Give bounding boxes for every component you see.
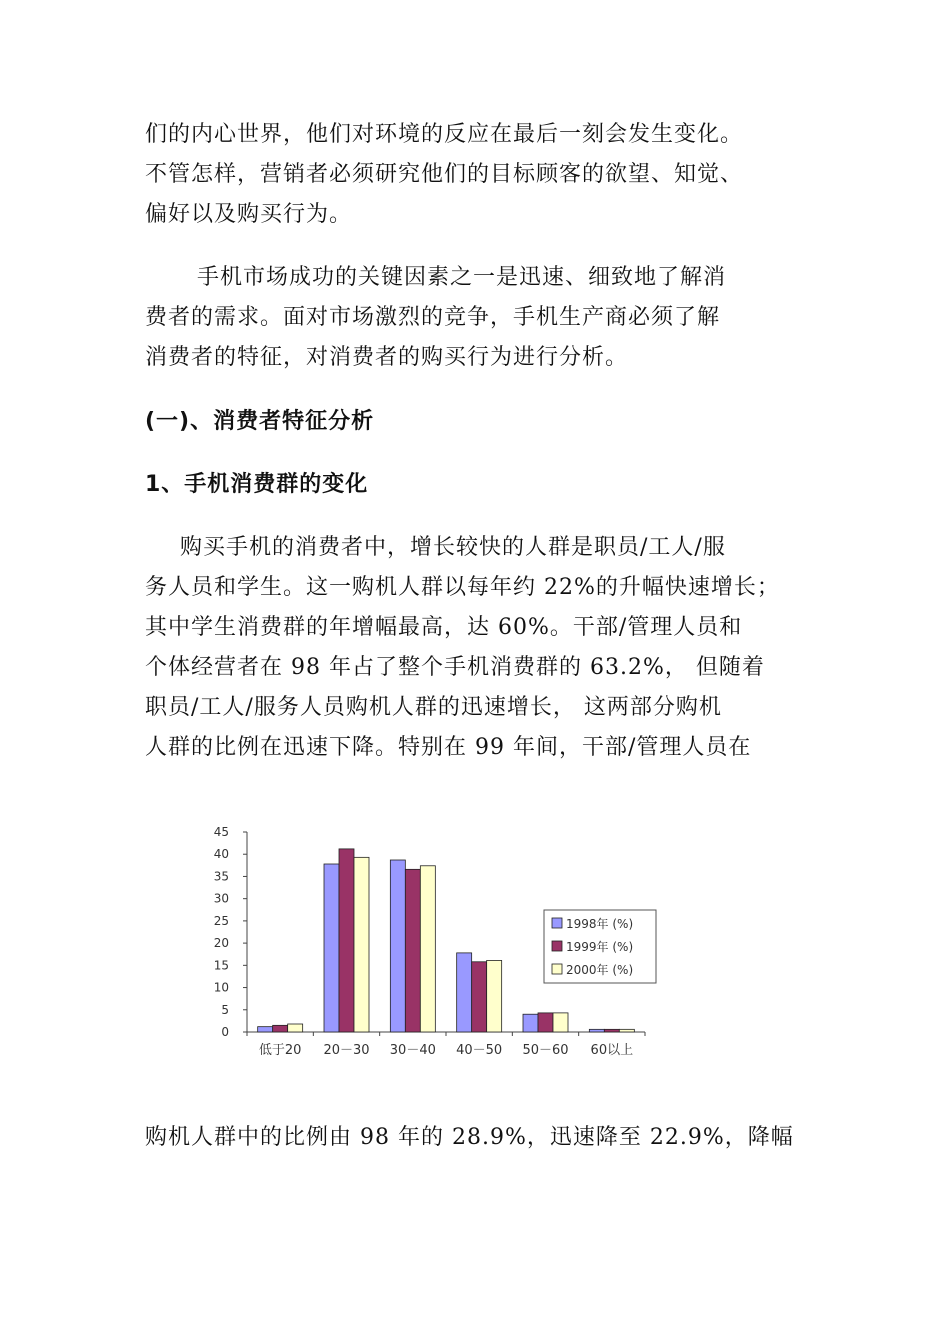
bar bbox=[472, 962, 487, 1032]
bar bbox=[457, 953, 472, 1032]
bar bbox=[324, 864, 339, 1032]
bar bbox=[273, 1025, 288, 1032]
bar bbox=[589, 1029, 604, 1032]
paragraph-1-line-2: 不管怎样，营销者必须研究他们的目标顾客的欲望、知觉、 bbox=[145, 162, 744, 187]
paragraph-4-line-1: 购机人群中的比例由 98 年的 28.9%，迅速降至 22.9%，降幅 bbox=[145, 1125, 794, 1150]
paragraph-3-line-5: 职员/工人/服务人员购机人群的迅速增长， 这两部分购机 bbox=[145, 695, 722, 720]
bar bbox=[523, 1014, 538, 1032]
y-tick-label: 35 bbox=[213, 869, 229, 884]
y-tick-label: 5 bbox=[221, 1002, 229, 1017]
legend-label: 1998年 (%) bbox=[566, 917, 634, 931]
paragraph-3-line-6: 人群的比例在迅速下降。特别在 99 年间，干部/管理人员在 bbox=[145, 735, 752, 760]
y-tick-label: 25 bbox=[213, 913, 229, 928]
x-tick-label: 30－40 bbox=[389, 1043, 436, 1058]
bar bbox=[354, 857, 369, 1032]
y-tick-label: 30 bbox=[213, 891, 229, 906]
paragraph-1-line-1: 们的内心世界，他们对环境的反应在最后一刻会发生变化。 bbox=[145, 122, 744, 147]
paragraph-2-line-2: 费者的需求。面对市场激烈的竞争，手机生产商必须了解 bbox=[145, 305, 721, 330]
paragraph-3-line-2: 务人员和学生。这一购机人群以每年约 22%的升幅快速增长； bbox=[145, 575, 780, 600]
paragraph-3-line-1: 购买手机的消费者中，增长较快的人群是职员/工人/服 bbox=[180, 535, 726, 560]
subsection-heading: 1、手机消费群的变化 bbox=[145, 472, 369, 497]
x-tick-label: 20－30 bbox=[323, 1043, 370, 1058]
paragraph-2-line-1: 手机市场成功的关键因素之一是迅速、细致地了解消 bbox=[197, 265, 727, 290]
section-heading: (一)、消费者特征分析 bbox=[145, 409, 375, 434]
bar bbox=[619, 1029, 634, 1032]
paragraph-3-line-4: 个体经营者在 98 年占了整个手机消费群的 63.2%， 但随着 bbox=[145, 655, 765, 680]
y-tick-label: 20 bbox=[213, 936, 229, 951]
x-tick-label: 低于20 bbox=[258, 1043, 302, 1058]
bar bbox=[538, 1013, 553, 1032]
x-tick-label: 50－60 bbox=[522, 1043, 569, 1058]
y-tick-label: 0 bbox=[221, 1025, 229, 1039]
bar bbox=[553, 1013, 568, 1032]
legend-swatch bbox=[552, 941, 562, 951]
bar bbox=[487, 960, 502, 1032]
legend-label: 2000年 (%) bbox=[566, 963, 634, 977]
bar bbox=[405, 869, 420, 1032]
x-tick-label: 40－50 bbox=[456, 1043, 503, 1058]
bar bbox=[288, 1024, 303, 1032]
y-tick-label: 45 bbox=[213, 825, 229, 839]
legend-swatch bbox=[552, 964, 562, 974]
paragraph-1-line-3: 偏好以及购买行为。 bbox=[145, 202, 353, 227]
bar bbox=[390, 860, 405, 1032]
bar bbox=[420, 866, 435, 1032]
bar bbox=[339, 849, 354, 1032]
age-distribution-bar-chart bbox=[195, 815, 665, 1080]
bar bbox=[604, 1029, 619, 1032]
y-tick-label: 10 bbox=[213, 980, 229, 995]
paragraph-2-line-3: 消费者的特征，对消费者的购买行为进行分析。 bbox=[145, 345, 629, 370]
x-tick-label: 60以上 bbox=[590, 1043, 634, 1058]
legend-label: 1999年 (%) bbox=[566, 940, 634, 954]
y-tick-label: 40 bbox=[213, 847, 229, 862]
legend-swatch bbox=[552, 918, 562, 928]
y-tick-label: 15 bbox=[213, 958, 229, 973]
paragraph-3-line-3: 其中学生消费群的年增幅最高，达 60%。干部/管理人员和 bbox=[145, 615, 743, 640]
bar bbox=[258, 1027, 273, 1032]
